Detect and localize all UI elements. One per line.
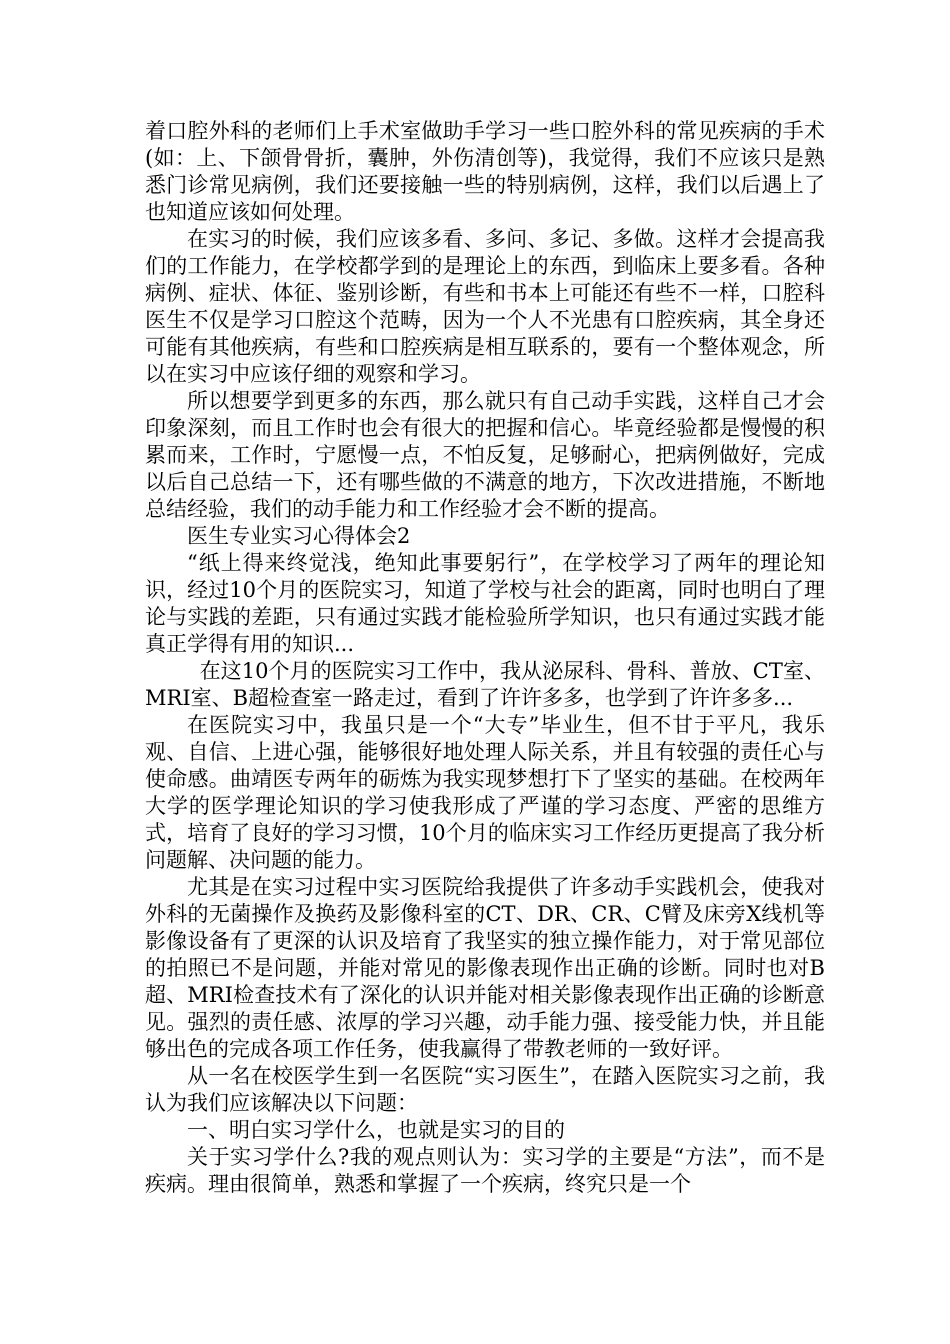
paragraph-6: 在医院实习中，我虽只是一个“大专”毕业生，但不甘于平凡，我乐观、自信、上进心强，能够很好地处理人际关系，并且有较强的责任心与使命感。曲靖医专两年的砺炼为我实现梦想打下了坚实的基础。在校两年大学的医学理论知识的学习使我形成了严谨的学习态度、严密的思维方式，培育了良好的学习习惯，10个月的临床实习工作经历更提高了我分析问题解、决问题的能力。 <box>145 713 825 872</box>
paragraph-2: 在实习的时候，我们应该多看、多问、多记、多做。这样才会提高我们的工作能力，在学校都学到的是理论上的东西，到临床上要多看。各种病例、症状、体征、鉴别诊断，有些和书本上可能还有些不一样，口腔科医生不仅是学习口腔这个范畴，因为一个人不光患有口腔疾病，其全身还可能有其他疾病，有些和口腔疾病是相互联系的，要有一个整体观念，所以在实习中应该仔细的观察和学习。 <box>145 227 825 386</box>
paragraph-4: “纸上得来终觉浅，绝知此事要躬行”，在学校学习了两年的理论知识，经过10个月的医院实习，知道了学校与社会的距离，同时也明白了理论与实践的差距，只有通过实践才能检验所学知识，也只有通过实践才能真正学得有用的知识... <box>145 551 825 656</box>
paragraph-5: 在这10个月的医院实习工作中，我从泌尿科、骨科、普放、CT室、MRI室、B超检查室一路走过，看到了许许多多，也学到了许许多多... <box>145 659 825 710</box>
paragraph-7: 尤其是在实习过程中实习医院给我提供了许多动手实践机会，使我对外科的无菌操作及换药及影像科室的CT、DR、CR、C臂及床旁X线机等影像设备有了更深的认识及培育了我坚实的独立操作能力，对于常见部位的拍照已不是问题，并能对常见的影像表现作出正确的诊断。同时也对B超、MRI检查技术有了深化的认识并能对相关影像表现作出正确的诊断意见。强烈的责任感、浓厚的学习兴趣，动手能力强、接受能力快，并且能够出色的完成各项工作任务，使我赢得了带教老师的一致好评。 <box>145 875 825 1061</box>
paragraph-3: 所以想要学到更多的东西，那么就只有自己动手实践，这样自己才会印象深刻，而且工作时也会有很大的把握和信心。毕竟经验都是慢慢的积累而来，工作时，宁愿慢一点，不怕反复，足够耐心，把病例做好，完成以后自己总结一下，还有哪些做的不满意的地方，下次改进措施，不断地总结经验，我们的动手能力和工作经验才会不断的提高。 <box>145 389 825 521</box>
subsection-heading: 一、明白实习学什么，也就是实习的目的 <box>187 1118 565 1142</box>
paragraph-9: 关于实习学什么?我的观点则认为：实习学的主要是“方法”，而不是疾病。理由很简单，熟悉和掌握了一个疾病，终究只是一个 <box>145 1145 825 1196</box>
document-page <box>145 118 825 1198</box>
section-heading: 医生专业实习心得体会2 <box>187 524 411 548</box>
paragraph-8: 从一名在校医学生到一名医院“实习医生”，在踏入医院实习之前，我认为我们应该解决以下问题： <box>145 1064 825 1115</box>
paragraph-1: 着口腔外科的老师们上手术室做助手学习一些口腔外科的常见疾病的手术(如：上、下颌骨骨折，囊肿，外伤清创等)，我觉得，我们不应该只是熟悉门诊常见病例，我们还要接触一些的特别病例，这样，我们以后遇上了也知道应该如何处理。 <box>145 119 825 224</box>
